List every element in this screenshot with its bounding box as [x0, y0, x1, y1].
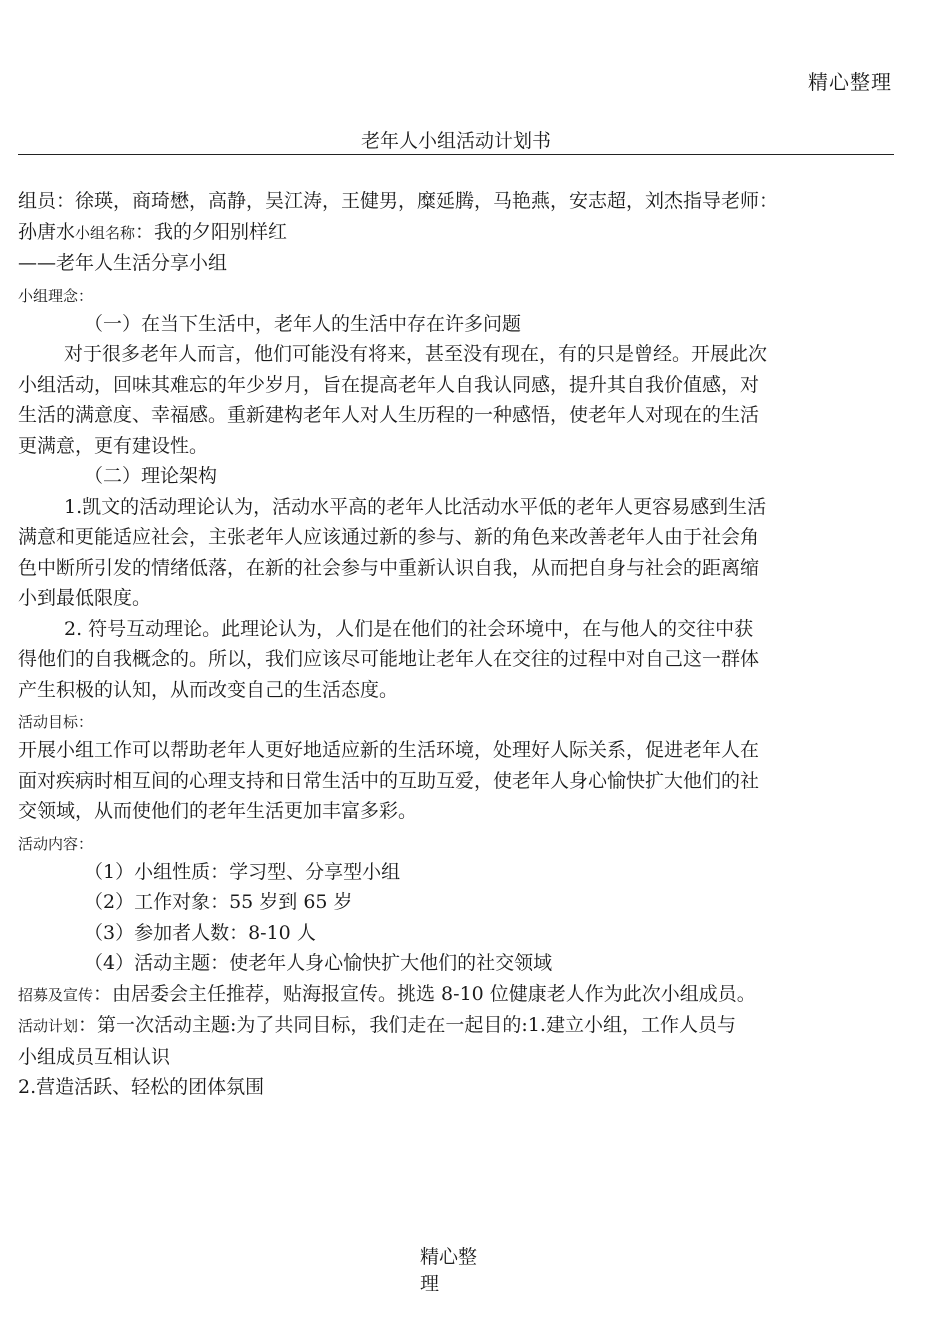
paragraph-line: 1.凯文的活动理论认为，活动水平高的老年人比活动水平低的老年人更容易感到生活 [64, 495, 767, 518]
paragraph-line: 开展小组工作可以帮助老年人更好地适应新的生活环境，处理好人际关系，促进老年人在 [18, 739, 760, 761]
header-watermark: 精心整理 [808, 70, 892, 94]
members-line-2 [18, 217, 898, 249]
list-item: （2）工作对象：55 岁到 65 岁 [84, 891, 353, 913]
paragraph-line: 小到最低限度。 [18, 587, 152, 609]
document-body [18, 186, 898, 1103]
paragraph-line: 对于很多老年人而言，他们可能没有将来，甚至没有现在，有的只是曾经。开展此次 [64, 343, 768, 365]
content-label: 活动内容： [18, 834, 94, 853]
paragraph-line: 2. 符号互动理论。此理论认为，人们是在他们的社会环境中，在与他人的交往中获 [64, 617, 754, 640]
plan-label: 活动计划 [18, 1017, 79, 1035]
group-subtitle: ——老年人生活分享小组 [18, 252, 228, 274]
members-line: 组员：徐瑛，商琦懋，高静，吴江涛，王健男，糜延腾，马艳燕，安志超，刘杰指导老师： [18, 190, 779, 212]
document-title: 老年人小组活动计划书 [18, 128, 894, 155]
plan-line-2: 小组成员互相认识 [18, 1045, 171, 1068]
paragraph-line: 面对疾病时相互间的心理支持和日常生活中的互助互爱，使老年人身心愉快扩大他们的社 [18, 769, 760, 792]
goal-label: 活动目标： [18, 713, 94, 731]
list-item: （1）小组性质：学习型、分享型小组 [84, 860, 401, 883]
plan-line-3: 2.营造活跃、轻松的团体氛围 [18, 1076, 265, 1098]
paragraph-line: 更满意，更有建设性。 [18, 434, 209, 457]
paragraph-line: 产生积极的认知，从而改变自己的生活态度。 [18, 678, 399, 701]
paragraph-line: 交领域，从而使他们的老年生活更加丰富多彩。 [18, 800, 418, 822]
concept-label: 小组理念： [18, 286, 94, 305]
recruit-label: 招募及宣传 [18, 985, 94, 1004]
footer-watermark [420, 1244, 490, 1298]
paragraph-line: 生活的满意度、幸福感。重新建构老年人对人生历程的一种感悟，使老年人对现在的生活 [18, 404, 760, 426]
recruit-line [18, 979, 898, 1011]
paragraph-line: 得他们的自我概念的。所以，我们应该尽可能地让老年人在交往的过程中对自己这一群体 [18, 648, 760, 670]
plan-line [18, 1010, 898, 1042]
paragraph-line: 色中断所引发的情绪低落，在新的社会参与中重新认识自我，从而把自身与社会的距离缩 [18, 556, 760, 579]
footer-watermark-line: 理 [420, 1273, 440, 1295]
advisor-name: 孙唐水 [18, 220, 76, 243]
group-name-value: ：我的夕阳别样红 [135, 220, 288, 243]
section2-heading: （二）理论架构 [84, 465, 218, 487]
list-item: （4）活动主题：使老年人身心愉快扩大他们的社交领域 [84, 952, 553, 974]
section1-heading: （一）在当下生活中，老年人的生活中存在许多问题 [84, 312, 522, 335]
paragraph-line: 小组活动，回味其难忘的年少岁月，旨在提高老年人自我认同感，提升其自我价值感，对 [18, 373, 760, 396]
list-item: （3）参加者人数：8-10 人 [84, 921, 316, 944]
group-name-label: 小组名称 [75, 223, 136, 242]
plan-text: ：第一次活动主题:为了共同目标，我们走在一起目的:1.建立小组，工作人员与 [78, 1014, 736, 1036]
footer-watermark-line: 精心整 [420, 1246, 478, 1268]
recruit-text: ：由居委会主任推荐，贴海报宣传。挑选 8-10 位健康老人作为此次小组成员。 [93, 982, 756, 1005]
paragraph-line: 满意和更能适应社会，主张老年人应该通过新的参与、新的角色来改善老年人由于社会角 [18, 526, 760, 548]
